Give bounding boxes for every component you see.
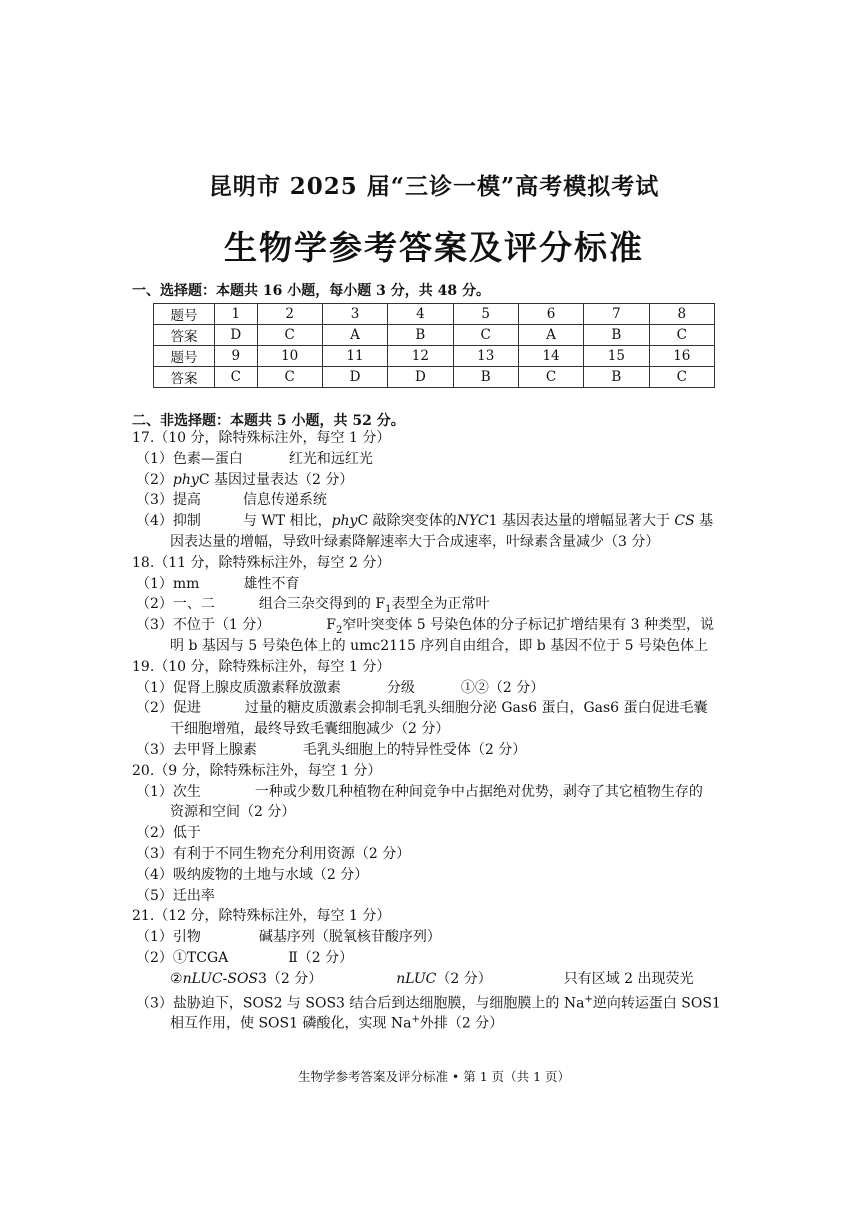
answer-text: （3）提高	[136, 492, 201, 509]
q21-answer-1	[132, 927, 742, 948]
answer-text: （1）促肾上腺皮质激素释放激素	[136, 679, 341, 696]
answer-text: 一种或少数几种植物在种间竞争中占据绝对优势，剥夺了其它植物生存的	[254, 783, 703, 800]
answer-text: 相互作用，使 SOS1 磷酸化，实现 Na	[170, 1015, 412, 1032]
q21-answer-3-cont	[132, 1010, 742, 1031]
question-number: 16	[649, 346, 714, 367]
question-number: 4	[388, 304, 453, 325]
q20-answer-3: （3）有利于不同生物充分利用资源（2 分）	[136, 845, 411, 862]
q21-answer-2	[132, 948, 742, 969]
answer-cell: C	[453, 325, 518, 346]
q17-answer-4-cont: 因表达量的增幅，导致叶绿素降解速率大于合成速率，叶绿素含量减少（3 分）	[170, 533, 660, 550]
answer-cell: D	[322, 367, 387, 388]
q17-heading: 17.（10 分，除特殊标注外，每空 1 分）	[132, 430, 391, 446]
superscript: +	[584, 993, 593, 1005]
answer-text: （2）促进	[136, 700, 201, 717]
question-number: 12	[388, 346, 453, 367]
answer-text: 与 WT 相比，	[242, 513, 332, 530]
question-number: 11	[322, 346, 387, 367]
answer-cell: B	[584, 325, 649, 346]
row-label: 答案	[154, 367, 215, 388]
subscript: 2	[335, 624, 343, 636]
q21-heading: 21.（12 分，除特殊标注外，每空 1 分）	[132, 908, 391, 925]
gene-name: NYC	[456, 513, 489, 530]
answer-text: 1 基因表达量的增幅显著大于	[488, 513, 670, 530]
question-number: 1	[215, 304, 258, 325]
question-number: 14	[518, 346, 583, 367]
answer-text: （3）盐胁迫下，SOS2 与 SOS3 结合后到达细胞膜，与细胞膜上的 Na	[136, 995, 585, 1012]
answer-text: Ⅱ（2 分）	[288, 949, 354, 966]
gene-name: phy	[331, 513, 358, 530]
q21-answer-2-cont	[132, 969, 742, 990]
document-subtitle: 生物学参考答案及评分标准	[224, 228, 644, 267]
q19-answer-2	[132, 698, 742, 719]
q17-answer-1	[132, 449, 742, 470]
answer-text: （1）色素—蛋白	[136, 450, 243, 467]
answer-text: （1）mm	[136, 575, 200, 592]
answer-text: （2）一、二	[136, 596, 215, 613]
q20-answer-5: （5）迁出率	[136, 887, 215, 904]
answer-cell: B	[388, 325, 453, 346]
answer-cell: C	[257, 367, 322, 388]
answer-text: C 敲除突变体的	[357, 513, 457, 530]
q20-answer-2: （2）低于	[136, 825, 201, 842]
answer-text: 分级	[386, 679, 415, 696]
answer-text: （2 分）	[436, 970, 492, 987]
row-label: 题号	[154, 346, 215, 367]
answer-text: 组合三杂交得到的 F	[258, 596, 386, 613]
answer-cell: B	[453, 367, 518, 388]
answer-text: （1）次生	[136, 783, 201, 800]
q17-answer-2: （2）phyC 基因过量表达（2 分）	[136, 471, 354, 488]
q20-answer-4: （4）吸纳废物的土地与水域（2 分）	[136, 866, 369, 883]
question-number: 9	[215, 346, 258, 367]
table-row	[154, 325, 715, 346]
superscript: +	[411, 1014, 420, 1026]
answer-cell: C	[518, 367, 583, 388]
table-row	[154, 346, 715, 367]
q18-answer-3	[132, 615, 742, 636]
q19-answer-2-cont: 干细胞增殖，最终导致毛囊细胞减少（2 分）	[170, 721, 450, 738]
answer-cell: C	[649, 325, 714, 346]
gene-name: CS	[674, 513, 695, 530]
question-number: 6	[518, 304, 583, 325]
q19-answer-3	[132, 740, 742, 761]
q18-heading: 18.（11 分，除特殊标注外，每空 2 分）	[132, 554, 391, 571]
answer-cell: A	[518, 325, 583, 346]
answer-cell: B	[584, 367, 649, 388]
answer-text: F	[326, 617, 336, 634]
question-number: 2	[257, 304, 322, 325]
answer-text: （1）引物	[136, 929, 201, 946]
question-number: 15	[584, 346, 649, 367]
question-number: 10	[257, 346, 322, 367]
free-response-answers	[132, 428, 742, 1031]
question-number: 13	[453, 346, 518, 367]
section2-heading: 二、非选择题：本题共 5 小题，共 52 分。	[132, 413, 405, 429]
answer-text: （2）①TCGA	[136, 949, 229, 966]
q19-heading: 19.（10 分，除特殊标注外，每空 1 分）	[132, 658, 391, 675]
answer-cell: D	[388, 367, 453, 388]
question-number: 8	[649, 304, 714, 325]
row-label: 题号	[154, 304, 215, 325]
row-label: 答案	[154, 325, 215, 346]
answer-text: 红光和远红光	[288, 450, 373, 467]
gene-name: phy	[172, 471, 199, 488]
subscript: 1	[385, 604, 392, 616]
q18-answer-2	[132, 594, 742, 615]
answer-text: 表型全为正常叶	[391, 596, 490, 613]
question-number: 7	[584, 304, 649, 325]
answer-text: 逆向转运蛋白 SOS1	[592, 995, 721, 1012]
answer-cell: C	[257, 325, 322, 346]
q20-answer-1	[132, 782, 742, 803]
answer-text: C 基因过量表达（2 分）	[198, 471, 354, 488]
answer-cell: C	[215, 367, 258, 388]
q18-answer-1	[132, 574, 742, 595]
answer-text: 毛乳头细胞上的特异性受体（2 分）	[302, 741, 527, 758]
table-row	[154, 304, 715, 325]
answer-cell: C	[649, 367, 714, 388]
q17-answer-4	[132, 511, 742, 532]
answer-text: 3（2 分）	[258, 970, 323, 987]
answer-text: （4）抑制	[136, 513, 201, 530]
answer-text: 碱基序列（脱氧核苷酸序列）	[258, 929, 441, 946]
answer-text: （3）去甲肾上腺素	[136, 741, 257, 758]
question-number: 3	[322, 304, 387, 325]
answer-text: （3）不位于（1 分）	[136, 617, 271, 634]
answer-text: 外排（2 分）	[419, 1015, 504, 1032]
answer-cell: A	[322, 325, 387, 346]
choice-answer-table	[153, 303, 715, 388]
gene-name: nLUC-SOS	[182, 970, 259, 987]
answer-cell: D	[215, 325, 258, 346]
answer-text: ②	[170, 970, 183, 987]
answer-text: 基	[699, 513, 714, 530]
answer-text: 雄性不育	[243, 575, 300, 592]
answer-text: 过量的糖皮质激素会抑制毛乳头细胞分泌 Gas6 蛋白，Gas6 蛋白促进毛囊	[244, 700, 708, 717]
answer-text: ①②（2 分）	[460, 679, 545, 696]
q20-answer-1-cont: 资源和空间（2 分）	[170, 804, 296, 821]
section1-heading: 一、选择题：本题共 16 小题，每小题 3 分，共 48 分。	[132, 283, 490, 299]
q17-answer-3	[132, 490, 742, 511]
answer-text: 信息传递系统	[242, 492, 327, 509]
q18-answer-3-cont: 明 b 基因与 5 号染色体上的 umc2115 序列自由组合，即 b 基因不位于 5 号染色体上	[170, 637, 709, 654]
q20-heading: 20.（9 分，除特殊标注外，每空 1 分）	[132, 762, 382, 779]
q19-answer-1	[132, 678, 742, 699]
page-footer: 生物学参考答案及评分标准 • 第 1 页（共 1 页）	[297, 1069, 571, 1084]
q21-answer-3	[132, 990, 742, 1011]
question-number: 5	[453, 304, 518, 325]
answer-text: 窄叶突变体 5 号染色体的分子标记扩增结果有 3 种类型，说	[342, 617, 714, 634]
gene-name: nLUC	[396, 970, 437, 987]
exam-title: 昆明市 2025 届“三诊一模”高考模拟考试	[208, 173, 660, 200]
answer-text: 只有区域 2 出现荧光	[563, 970, 694, 987]
table-row	[154, 367, 715, 388]
